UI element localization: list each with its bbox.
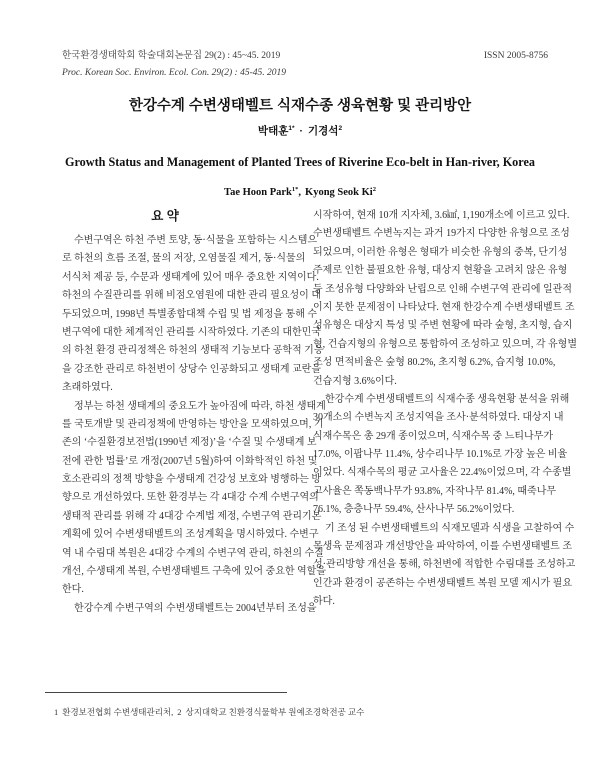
affiliation-mark: 2 — [372, 186, 376, 193]
text-line: 전에 관한 법률’로 개정(2007년 5월)하여 이화학적인 하천 및 — [62, 455, 318, 467]
footnote-mark: 2 — [177, 707, 182, 717]
text-line: 식재수목은 총 29개 종이었으며, 식재수목 중 느티나무가 — [313, 430, 554, 442]
abstract-paragraph — [62, 398, 326, 600]
author-separator: , — [298, 187, 302, 198]
paper-title-ko: 한강수계 수변생태벨트 식재수종 생육현황 및 관리방안 — [128, 98, 472, 114]
text-line: 76.1%, 층층나무 59.4%, 산사나무 56.2%이었다. — [313, 504, 515, 516]
text-line: 하다. — [313, 596, 335, 608]
text-line: 형, 건습지형의 유형으로 통합하여 조성하고 있으며, 각 유형별 — [313, 338, 577, 350]
author-name: Kyong Seok Ki — [305, 187, 373, 198]
text-line: 정부는 하천 생태계의 중요도가 높아짐에 따라, 하천 생태계 — [74, 400, 326, 412]
footnote-text: 환경보전협회 수변생태관리처, — [62, 707, 174, 717]
text-line: 한다. — [62, 584, 84, 596]
journal-citation-ko: 한국환경생태학회 학술대회논문집 29(2) : 45~45. 2019 — [62, 51, 281, 61]
text-line: 한강수계 수변생태벨트의 식재수종 생육현황 분석을 위해 — [325, 393, 570, 405]
author-name: 기경석 — [308, 125, 339, 137]
abstract-paragraph — [62, 600, 317, 618]
footnote-mark: 1 — [54, 707, 59, 717]
text-line: 계획에 있어 수변생태벨트의 조성계획을 명시하였다. 수변구 — [62, 529, 319, 541]
text-line: 이지 못한 문제점이 나타났다. 현재 한강수계 수변생태벨트 조 — [313, 301, 575, 313]
text-line: 한강수계 수변구역의 수변생태벨트는 2004년부터 조성을 — [74, 602, 317, 614]
abstract-column-right — [313, 207, 577, 612]
text-line: 인간과 환경이 공존하는 수변생태벨트 복원 모델 제시가 필요 — [313, 577, 572, 589]
text-line: 생태적 관리를 위해 각 4대강 수계법 제정, 수변구역 관리기본 — [62, 510, 322, 522]
text-line: 개선, 수생태계 복원, 수변생태벨트 구축에 있어 중요한 역할을 — [62, 566, 326, 578]
authors-en — [0, 185, 600, 201]
abstract-paragraph — [313, 520, 576, 612]
footnote — [54, 705, 364, 719]
text-line: 수변구역은 하천 주변 토양, 동·식물을 포함하는 시스템으 — [74, 235, 318, 246]
text-line: 되었으며, 이러한 유형은 형태가 비슷한 유형의 중복, 단기성 — [313, 246, 568, 258]
text-line: 수변생태벨트 수변녹지는 과거 19가지 다양한 유형으로 조성 — [313, 228, 570, 240]
affiliation-mark: 1* — [291, 186, 299, 193]
text-line: 하천의 수질관리를 위해 비점오염원에 대한 관리 필요성이 대 — [62, 290, 321, 302]
footnote-text: 상지대학교 친환경식물학부 원예조경학전공 교수 — [185, 707, 365, 717]
text-line: 건습지형 3.6%이다. — [313, 375, 397, 387]
text-line: 30개소의 수변녹지 조성지역을 조사·분석하였다. 대상지 내 — [313, 412, 564, 424]
abstract-paragraph — [313, 391, 572, 520]
text-line: 두되었으며, 1998년 특별종합대책 수립 및 법 제정을 통해 수 — [62, 308, 318, 320]
authors-ko — [0, 123, 600, 139]
text-line: 역 내 수림대 복원은 4대강 수계의 수변구역 관리, 하천의 수질 — [62, 547, 324, 559]
text-line: 초래하였다. — [62, 382, 113, 394]
author-separator: · — [299, 125, 304, 137]
author-name: 박태훈 — [257, 125, 289, 137]
text-line: 주제로 인한 불필요한 유형, 대상지 현황을 고려치 않은 유형 — [313, 265, 568, 277]
author-name: Tae Hoon Park — [224, 187, 292, 198]
text-line: 변구역에 대한 체계적인 관리를 시작하였다. 기존의 대한민국 — [62, 326, 321, 338]
text-line: 17.0%, 이팝나무 11.4%, 상수리나무 10.1%로 가장 높은 비율 — [313, 449, 568, 461]
text-line: 을 강조한 관리로 하천변이 상당수 인공화되고 생태계 교란을 — [62, 363, 321, 375]
journal-citation-en: Proc. Korean Soc. Environ. Ecol. Con. 29(2) : 45-45. 2019 — [62, 68, 287, 78]
text-line: 호소관리의 정책 방향을 수생태계 건강성 보호와 병행하는 방 — [62, 474, 321, 486]
text-line: 의 하천 환경 관리정책은 하천의 생태적 기능보다 공학적 기능 — [62, 345, 324, 357]
abstract-paragraph — [62, 232, 324, 398]
affiliation-mark: 1* — [288, 125, 295, 132]
footnote-item — [54, 707, 173, 717]
issn: ISSN 2005-8756 — [483, 51, 548, 61]
footnote-rule — [45, 692, 287, 693]
text-line: 조성 면적비율은 숲형 80.2%, 초지형 6.2%, 습지형 10.0%, — [313, 357, 556, 369]
text-line: 성·관리방향 개선을 통해, 하천변에 적합한 수림대를 조성하고 — [313, 559, 576, 571]
text-line: 등 조성유형 다양화와 난립으로 인해 수변구역 관리에 일관적 — [313, 283, 572, 295]
text-line: 로 하천의 흐름 조절, 물의 저장, 오염물질 제거, 동·식물의 — [62, 253, 306, 265]
text-line: 목생육 문제점과 개선방안을 파악하여, 이를 수변생태벨트 조 — [313, 541, 572, 553]
text-line: 를 국토개발 및 관리정책에 반영하는 방안을 모색하였으며, 기 — [62, 418, 324, 430]
text-line: 이었다. 식재수목의 평균 고사율은 22.4%이었으며, 각 수종별 — [313, 467, 572, 479]
text-line: 존의 ‘수질환경보전법(1990년 제정)’을 ‘수질 및 수생태계 보 — [62, 437, 317, 449]
abstract-heading: 요 약 — [151, 209, 179, 223]
text-line: 향으로 개선하였다. 또한 환경부는 각 4대강 수계 수변구역의 — [62, 492, 319, 504]
text-line: 성유형은 대상지 특성 및 주변 현황에 따라 숲형, 초지형, 습지 — [313, 320, 573, 332]
text-line: 기 조성 된 수변생태벨트의 식재모델과 식생을 고찰하여 수 — [325, 522, 575, 534]
text-line: 고사율은 쪽동백나무가 93.8%, 자작나무 81.4%, 때죽나무 — [313, 485, 557, 497]
affiliation-mark: 2 — [338, 125, 343, 132]
paper-title-en: Growth Status and Management of Planted Trees of Riverine Eco-belt in Han-river, Korea — [65, 155, 535, 169]
text-line: 시작하여, 현재 10개 지자체, 3.6㎢, 1,190개소에 이르고 있다. — [313, 210, 570, 221]
footnote-item — [177, 707, 364, 717]
text-line: 서식처 제공 등, 수문과 생태계에 있어 매우 중요한 지역이다. — [62, 271, 319, 283]
abstract-paragraph — [313, 207, 577, 391]
